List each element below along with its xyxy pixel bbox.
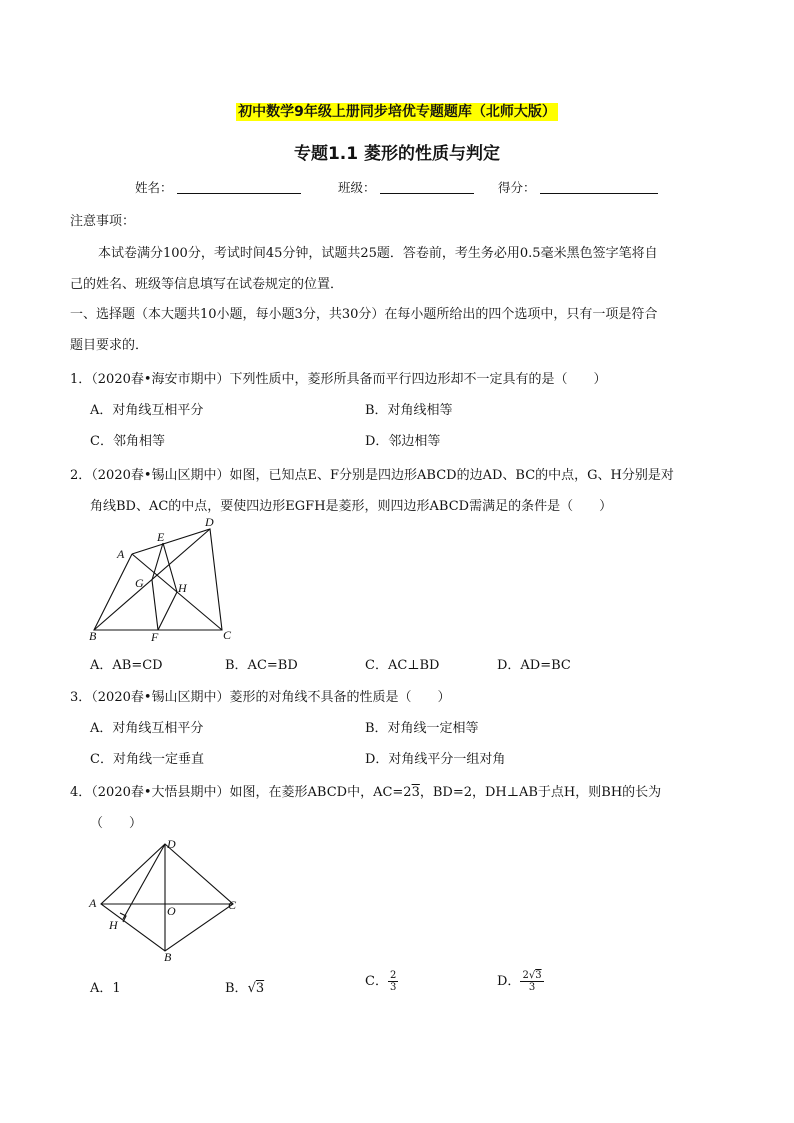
class-field[interactable]: 班级：	[338, 178, 474, 196]
q1-option-c[interactable]: C．邻角相等	[90, 434, 165, 449]
label-a: A	[89, 896, 97, 910]
segment-fh	[158, 592, 177, 630]
q3-option-d[interactable]: D．对角线平分一组对角	[365, 752, 506, 767]
sqrt-3: 3	[411, 785, 420, 800]
label-h: H	[178, 581, 187, 595]
q4-option-d[interactable]: D． $\frac{2√3}{3}$	[497, 970, 542, 993]
q4-stem-line-2: （ ）	[90, 816, 143, 831]
notice-heading: 注意事项：	[70, 214, 136, 229]
q3-option-a[interactable]: A．对角线互相平分	[90, 721, 204, 736]
section-heading-line-1: 一、选择题（本大题共10小题，每小题3分，共30分）在每小题所给出的四个选项中，只有一项是符合	[70, 307, 658, 322]
q2-option-b[interactable]: B．AC=BD	[225, 658, 298, 673]
score-field[interactable]: 得分：	[498, 178, 658, 196]
notice-line-2: 己的姓名、班级等信息填写在试卷规定的位置．	[70, 277, 344, 292]
sqrt-sign-icon: √	[247, 981, 256, 996]
label-c: C	[228, 898, 237, 912]
q1-option-a[interactable]: A．对角线互相平分	[90, 403, 204, 418]
q2-option-a[interactable]: A．AB=CD	[90, 658, 163, 673]
section-heading-line-2: 题目要求的．	[70, 338, 149, 353]
q4-option-b[interactable]: B．√3	[225, 981, 265, 996]
q2-stem-line-2: 角线BD、AC的中点，要使四边形EGFH是菱形，则四边形ABCD需满足的条件是（ ）	[90, 499, 613, 514]
q2-stem-line-1: 2．（2020春•锡山区期中）如图，已知点E、F分别是四边形ABCD的边AD、BC的中点，G、H分别是对	[70, 468, 674, 483]
label-h: H	[109, 918, 118, 932]
label-o: O	[167, 904, 176, 918]
q2-option-c[interactable]: C．AC⊥BD	[365, 658, 440, 673]
q3-stem: 3．（2020春•锡山区期中）菱形的对角线不具备的性质是（ ）	[70, 690, 451, 705]
fraction: $\frac{2√3}{3}$	[522, 970, 542, 993]
fraction: $\frac{2}{3}$	[389, 970, 397, 993]
segment-dh	[123, 844, 165, 919]
label-d: D	[167, 837, 176, 851]
label-c: C	[223, 628, 232, 642]
segment-fg	[152, 580, 158, 630]
q2-option-d[interactable]: D．AD=BC	[497, 658, 571, 673]
q2-quadrilateral-figure	[85, 513, 245, 648]
rhombus-outline	[101, 844, 233, 951]
label-g: G	[135, 576, 144, 590]
sqrt-sign-icon: √	[528, 970, 536, 981]
q1-option-b[interactable]: B．对角线相等	[365, 403, 453, 418]
label-b: B	[89, 629, 97, 643]
q3-option-c[interactable]: C．对角线一定垂直	[90, 752, 204, 767]
q4-stem-line-1: 4．（2020春•大悟县期中）如图，在菱形ABCD中，AC=23，BD=2，DH⊥AB于点H，则BH的长为	[70, 785, 662, 800]
q4-option-a[interactable]: A．1	[90, 981, 121, 996]
q4-rhombus-figure	[85, 833, 245, 968]
name-field[interactable]: 姓名：	[135, 178, 301, 196]
label-b: B	[164, 950, 172, 964]
q1-stem: 1．（2020春•海安市期中）下列性质中，菱形所具备而平行四边形却不一定具有的是（ ）	[70, 372, 607, 387]
q3-option-b[interactable]: B．对角线一定相等	[365, 721, 479, 736]
quad-outline	[94, 529, 222, 630]
label-a: A	[117, 547, 125, 561]
label-d: D	[205, 515, 214, 529]
label-e: E	[157, 530, 165, 544]
page-title: 专题1.1 菱形的性质与判定	[293, 144, 501, 164]
series-header: 初中数学9年级上册同步培优专题题库（北师大版）	[238, 104, 556, 120]
q4-option-c[interactable]: C． $\frac{2}{3}$	[365, 970, 397, 993]
notice-line-1: 本试卷满分100分，考试时间45分钟，试题共25题．答卷前，考生务必用0.5毫米黑色签字笔将自	[98, 246, 658, 261]
q1-option-d[interactable]: D．邻边相等	[365, 434, 441, 449]
label-f: F	[151, 630, 159, 644]
